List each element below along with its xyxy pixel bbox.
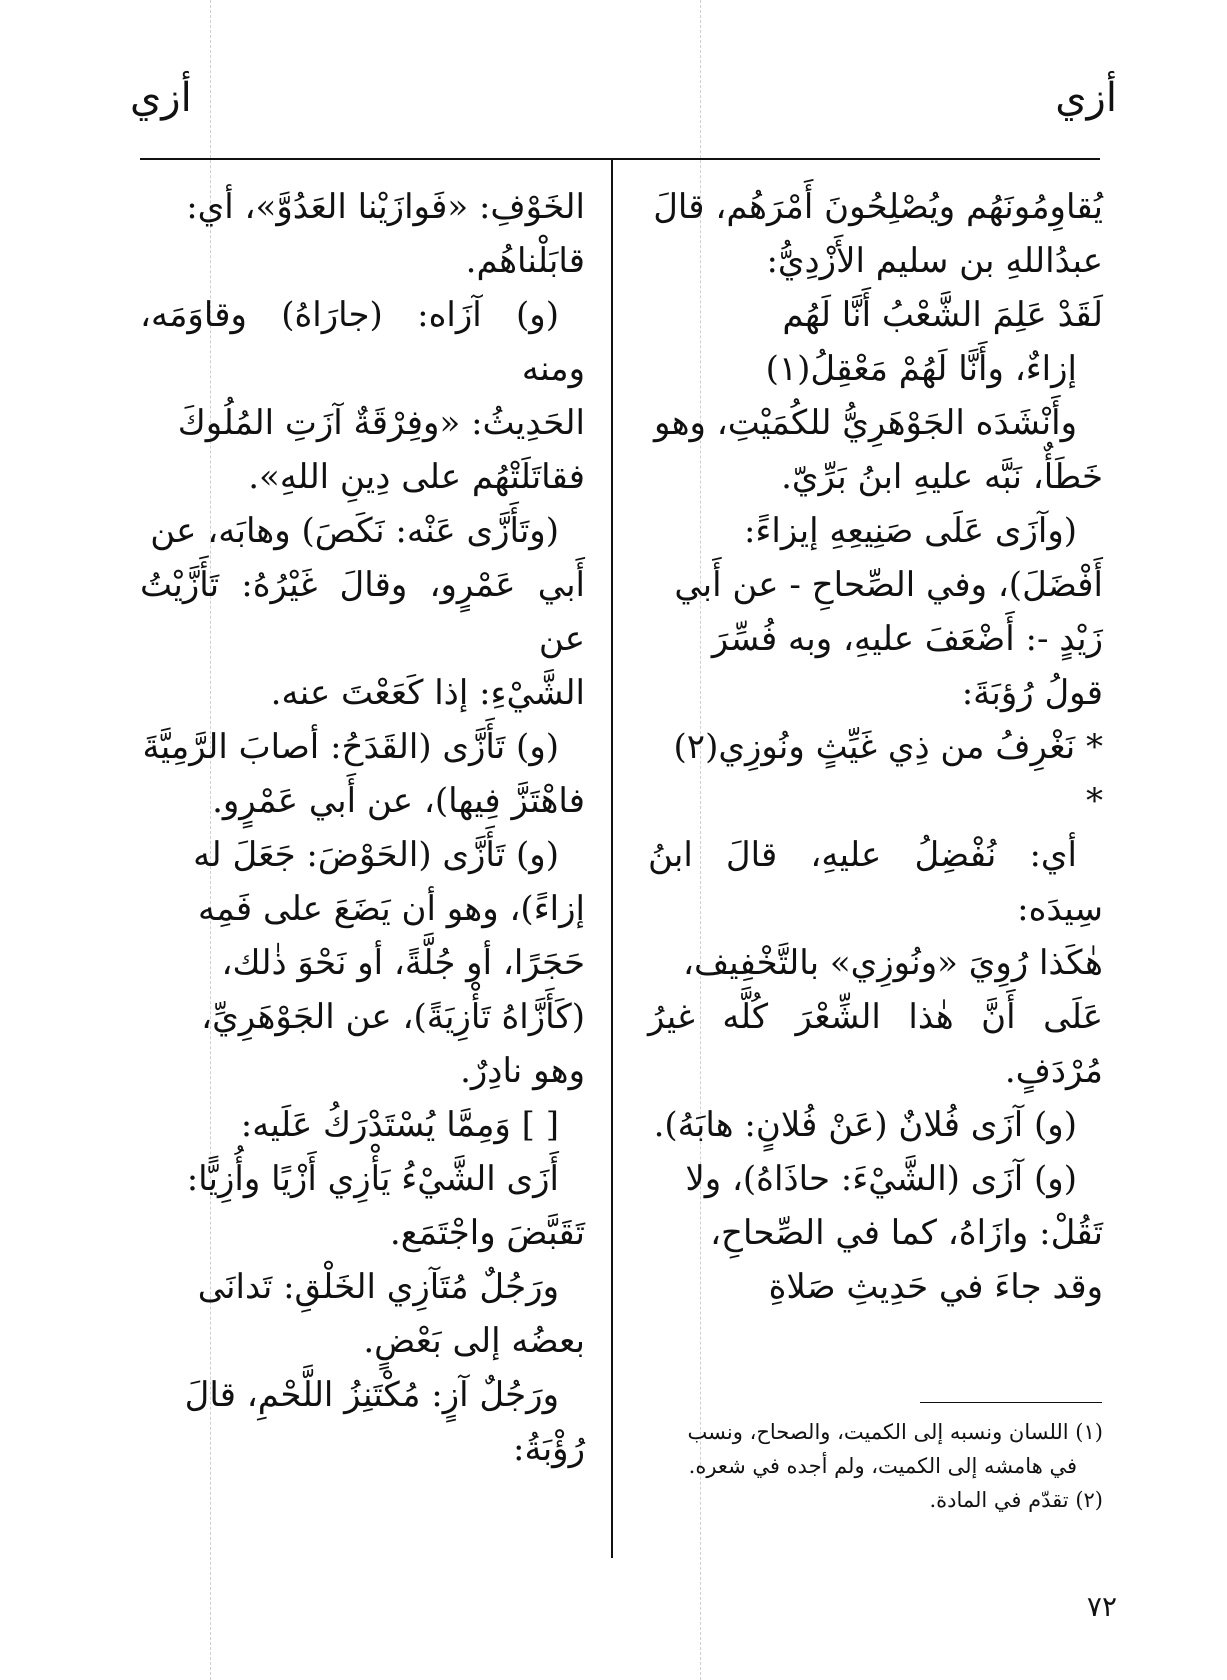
text-line: (و) تَأَزَّى (القَدَحُ: أصابَ الرَّمِيَّةَ bbox=[142, 727, 559, 767]
text-line: (وتَأَزَّى عَنْه: نَكَصَ) وهابَه، عن bbox=[150, 511, 559, 551]
left-column bbox=[140, 180, 585, 1476]
verse-line: * نَغْرِفُ من ذِي غَيِّثٍ ونُوزِي(٢) * bbox=[673, 727, 1103, 821]
header-rule bbox=[140, 158, 1100, 160]
text-line: (و) آزَى (الشَّيْءَ: حاذَاهُ)، ولا bbox=[685, 1159, 1077, 1199]
text-line: رُؤْبَةُ: bbox=[513, 1429, 585, 1469]
text-line: فاهْتَزَّ فِيها)، عن أَبي عَمْرٍو. bbox=[212, 781, 585, 821]
text-line: تَقُلْ: وازَاهُ، كما في الصِّحاحِ، bbox=[710, 1213, 1103, 1253]
text-line: حَجَرًا، أو جُلَّةً، أو نَحْوَ ذٰلك، bbox=[221, 943, 585, 983]
text-line: خَطَأٌ، نَبَّه عليهِ ابنُ بَرِّيّ. bbox=[781, 457, 1103, 497]
footnotes bbox=[648, 1415, 1103, 1517]
verse-line: لَقَدْ عَلِمَ الشَّعْبُ أَنَّا لَهُم bbox=[782, 295, 1103, 335]
text-line: الشَّيْءِ: إذا كَعَعْتَ عنه. bbox=[270, 673, 585, 713]
footnote-line: (٢) تقدّم في المادة. bbox=[929, 1488, 1103, 1512]
text-line: فقاتَلَتْهُم على دِينِ اللهِ». bbox=[248, 457, 585, 497]
page-number: ٧٢ bbox=[1086, 1590, 1117, 1623]
right-column bbox=[648, 180, 1103, 1314]
text-line: أي: نُفْضِلُ عليهِ، قالَ ابنُ سِيدَه: bbox=[648, 835, 1103, 929]
text-line: الحَدِيثُ: «وفِرْقَةٌ آزَتِ المُلُوكَ bbox=[177, 403, 585, 443]
text-line: (وآزَى عَلَى صَنِيعِهِ إيزاءً: bbox=[743, 511, 1077, 551]
text-line: إزاءً)، وهو أن يَضَعَ على فَمِه bbox=[198, 889, 585, 929]
text-line: (و) آزَاه: (جارَاهُ) وقاوَمَه، ومنه bbox=[140, 295, 585, 389]
footnote-line: (١) اللسان ونسبه إلى الكميت، والصحاح، ونسب bbox=[687, 1420, 1103, 1444]
text-line: ورَجُلٌ مُتَآزِي الخَلْقِ: تَدانَى bbox=[197, 1267, 559, 1307]
text-line: الخَوْفِ: «فَوازَيْنا العَدُوَّ»، أي: bbox=[186, 187, 585, 227]
text-line: (كَأَزَّاهُ تَأْزِيَةً)، عن الجَوْهَرِيِّ، bbox=[201, 997, 585, 1037]
footnote-rule bbox=[920, 1402, 1102, 1403]
verse-line: إزاءٌ، وأَنَّا لَهُمْ مَعْقِلُ(١) bbox=[765, 349, 1077, 389]
text-line: يُقاوِمُونَهُم ويُصْلِحُونَ أَمْرَهُم، قالَ bbox=[653, 187, 1103, 227]
text-line: قابَلْناهُم. bbox=[465, 241, 585, 281]
text-line: وقد جاءَ في حَدِيثِ صَلاةِ bbox=[768, 1267, 1103, 1307]
text-line: أَزَى الشَّيْءُ يَأْزِي أَزْيًا وأُزِيًّا: bbox=[186, 1159, 559, 1199]
running-head-left: أزي bbox=[130, 75, 192, 121]
running-head-right: أزي bbox=[1055, 75, 1117, 121]
text-line: وأَنْشَدَه الجَوْهَرِيُّ للكُمَيْتِ، وهو bbox=[654, 403, 1077, 443]
text-line: أَبي عَمْرٍو، وقالَ غَيْرُهُ: تَأَزَّيْتُ عن bbox=[140, 565, 585, 659]
column-divider bbox=[611, 158, 613, 1558]
text-line: [ ] وَمِمَّا يُسْتَدْرَكُ عَلَيه: bbox=[240, 1105, 559, 1145]
text-line: (و) تَأَزَّى (الحَوْضَ: جَعَلَ له bbox=[193, 835, 559, 875]
text-line: هٰكَذا رُوِيَ «ونُوزِي» بالتَّخْفِيف، bbox=[683, 943, 1103, 983]
text-line: (و) آزَى فُلانٌ (عَنْ فُلانٍ: هابَهُ). bbox=[653, 1105, 1077, 1145]
text-line: عَلَى أَنَّ هٰذا الشِّعْرَ كُلَّه غيرُ مُرْدَفٍ. bbox=[648, 997, 1103, 1091]
text-line: بعضُه إلى بَعْضٍ. bbox=[363, 1321, 585, 1361]
text-line: تَقَبَّضَ واجْتَمَع. bbox=[389, 1213, 585, 1253]
text-line: ورَجُلٌ آزٍ: مُكْتَنِزُ اللَّحْمِ، قالَ bbox=[184, 1375, 559, 1415]
text-line: قولُ رُؤبَةَ: bbox=[961, 673, 1103, 713]
footnote-line: في هامشه إلى الكميت، ولم أجده في شعره. bbox=[688, 1454, 1077, 1478]
text-line: وهو نادِرٌ. bbox=[460, 1051, 585, 1091]
text-line: أَفْضَلَ)، وفي الصِّحاحِ - عن أَبي bbox=[674, 565, 1103, 605]
text-line: زَيْدٍ -: أَضْعَفَ عليهِ، وبه فُسِّرَ bbox=[711, 619, 1103, 659]
text-line: عبدُاللهِ بن سليم الأَزْدِيُّ: bbox=[766, 241, 1103, 281]
